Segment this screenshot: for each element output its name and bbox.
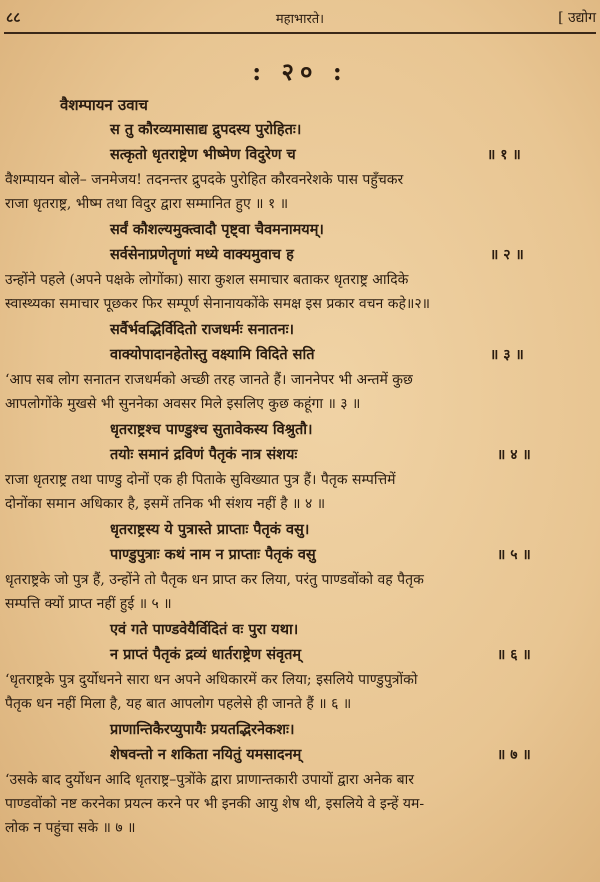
prose-line: धृतराष्ट्रके जो पुत्र हैं, उन्होंने तो पैतृक धन प्राप्त कर लिया, परंतु पाण्डवोंको वह पैतृक: [5, 572, 424, 588]
verse-line: शेषवन्तो न शकिता नयितुं यमसादनम्: [110, 746, 302, 763]
speaker-heading: वैशम्पायन उवाच: [60, 96, 148, 114]
prose-line: ‘आप सब लोग सनातन राजधर्मको अच्छी तरह जानते हैं। जाननेपर भी अन्तमें कुछ: [5, 372, 413, 388]
prose-line: ‘धृतराष्ट्रके पुत्र दुर्योधनने सारा धन अपने अधिकारमें कर लिया; इसलिये पाण्डुपुत्रोंको: [5, 672, 418, 688]
prose-line: स्वास्थ्यका समाचार पूछकर फिर सम्पूर्ण सेनानायकोंके समक्ष इस प्रकार वचन कहे॥२॥: [5, 296, 430, 312]
verse-line: प्राणान्तिकैरप्युपायैः प्रयतद्भिरनेकशः।: [110, 721, 295, 738]
verse-number: ॥ ३ ॥: [490, 347, 524, 363]
prose-line: ‘उसके बाद दुर्योधन आदि धृतराष्ट्र–पुत्रोंके द्वारा प्राणान्तकारी उपायों द्वारा अनेक बार: [5, 772, 414, 788]
prose-line: राजा धृतराष्ट्र, भीष्म तथा विदुर द्वारा सम्मानित हुए ॥ १ ॥: [5, 196, 289, 212]
verse-line: सर्वसेनाप्रणेतॄणां मध्ये वाक्यमुवाच ह: [110, 246, 294, 263]
prose-line: दोनोंका समान अधिकार है, इसमें तनिक भी संशय नहीं है ॥ ४ ॥: [5, 496, 326, 512]
verse-line: सर्वं कौशल्यमुक्त्वादौ पृष्ट्वा चैवमनामयम्।: [110, 221, 324, 238]
verse-number: ॥ ५ ॥: [497, 547, 531, 563]
verse-line: वाक्योपादानहेतोस्तु वक्ष्यामि विदिते सति: [110, 346, 315, 363]
running-title: महाभारते।: [275, 12, 325, 27]
verse-line: धृतराष्ट्रश्च पाण्डुश्च सुतावेकस्य विश्रुतौ।: [110, 421, 313, 438]
verse-line: सत्कृतो धृतराष्ट्रेण भीष्मेण विदुरेण च: [110, 146, 296, 163]
verse-number: ॥ ७ ॥: [497, 747, 531, 763]
verse-line: एवं गते पाण्डवेयैर्विदितं वः पुरा यथा।: [110, 621, 299, 638]
prose-line: लोक न पहुंचा सके ॥ ७ ॥: [5, 820, 136, 836]
verse-line: सर्वैर्भवद्भिर्विदितो राजधर्मः सनातनः।: [110, 321, 295, 338]
verse-line: तयोः समानं द्रविणं पैतृकं नात्र संशयः: [110, 446, 298, 463]
prose-line: वैशम्पायन बोले– जनमेजय! तदनन्तर द्रुपदके पुरोहित कौरवनरेशके पास पहुँचकर: [5, 172, 404, 188]
prose-line: आपलोगोंके मुखसे भी सुननेका अवसर मिले इसलिए कुछ कहूंगा ॥ ३ ॥: [5, 396, 361, 412]
prose-line: राजा धृतराष्ट्र तथा पाण्डु दोनों एक ही पिताके सुविख्यात पुत्र हैं। पैतृक सम्पत्तिमें: [5, 472, 396, 488]
section-title: [ उद्योग: [558, 10, 596, 26]
prose-line: पाण्डवोंको नष्ट करनेका प्रयत्न करने पर भी इनकी आयु शेष थी, इसलिये वे इन्हें यम-: [5, 796, 425, 812]
verse-line: स तु कौरव्यमासाद्य द्रुपदस्य पुरोहितः।: [110, 121, 302, 138]
prose-line: पैतृक धन नहीं मिला है, यह बात आपलोग पहलेसे ही जानते हैं ॥ ६ ॥: [5, 696, 352, 712]
verse-number: ॥ १ ॥: [487, 147, 521, 163]
header-rule: [4, 32, 596, 34]
prose-line: सम्पत्ति क्यों प्राप्त नहीं हुई ॥ ५ ॥: [5, 596, 172, 612]
verse-number: ॥ ४ ॥: [497, 447, 531, 463]
verse-line: पाण्डुपुत्राः कथं नाम न प्राप्ताः पैतृकं वसु: [110, 546, 316, 563]
verse-number: ॥ ६ ॥: [497, 647, 531, 663]
page-header: [0, 6, 600, 30]
verse-line: धृतराष्ट्रस्य ये पुत्रास्ते प्राप्ताः पैतृकं वसु।: [110, 521, 310, 538]
prose-line: उन्होंने पहले (अपने पक्षके लोगोंका) सारा कुशल समाचार बताकर धृतराष्ट्र आदिके: [5, 272, 409, 288]
verse-line: न प्राप्तं पैतृकं द्रव्यं धार्तराष्ट्रेण संवृतम्: [110, 646, 302, 663]
verse-number: ॥ २ ॥: [490, 247, 524, 263]
page-number: ८८: [6, 10, 21, 26]
chapter-number: : २० :: [252, 57, 348, 86]
